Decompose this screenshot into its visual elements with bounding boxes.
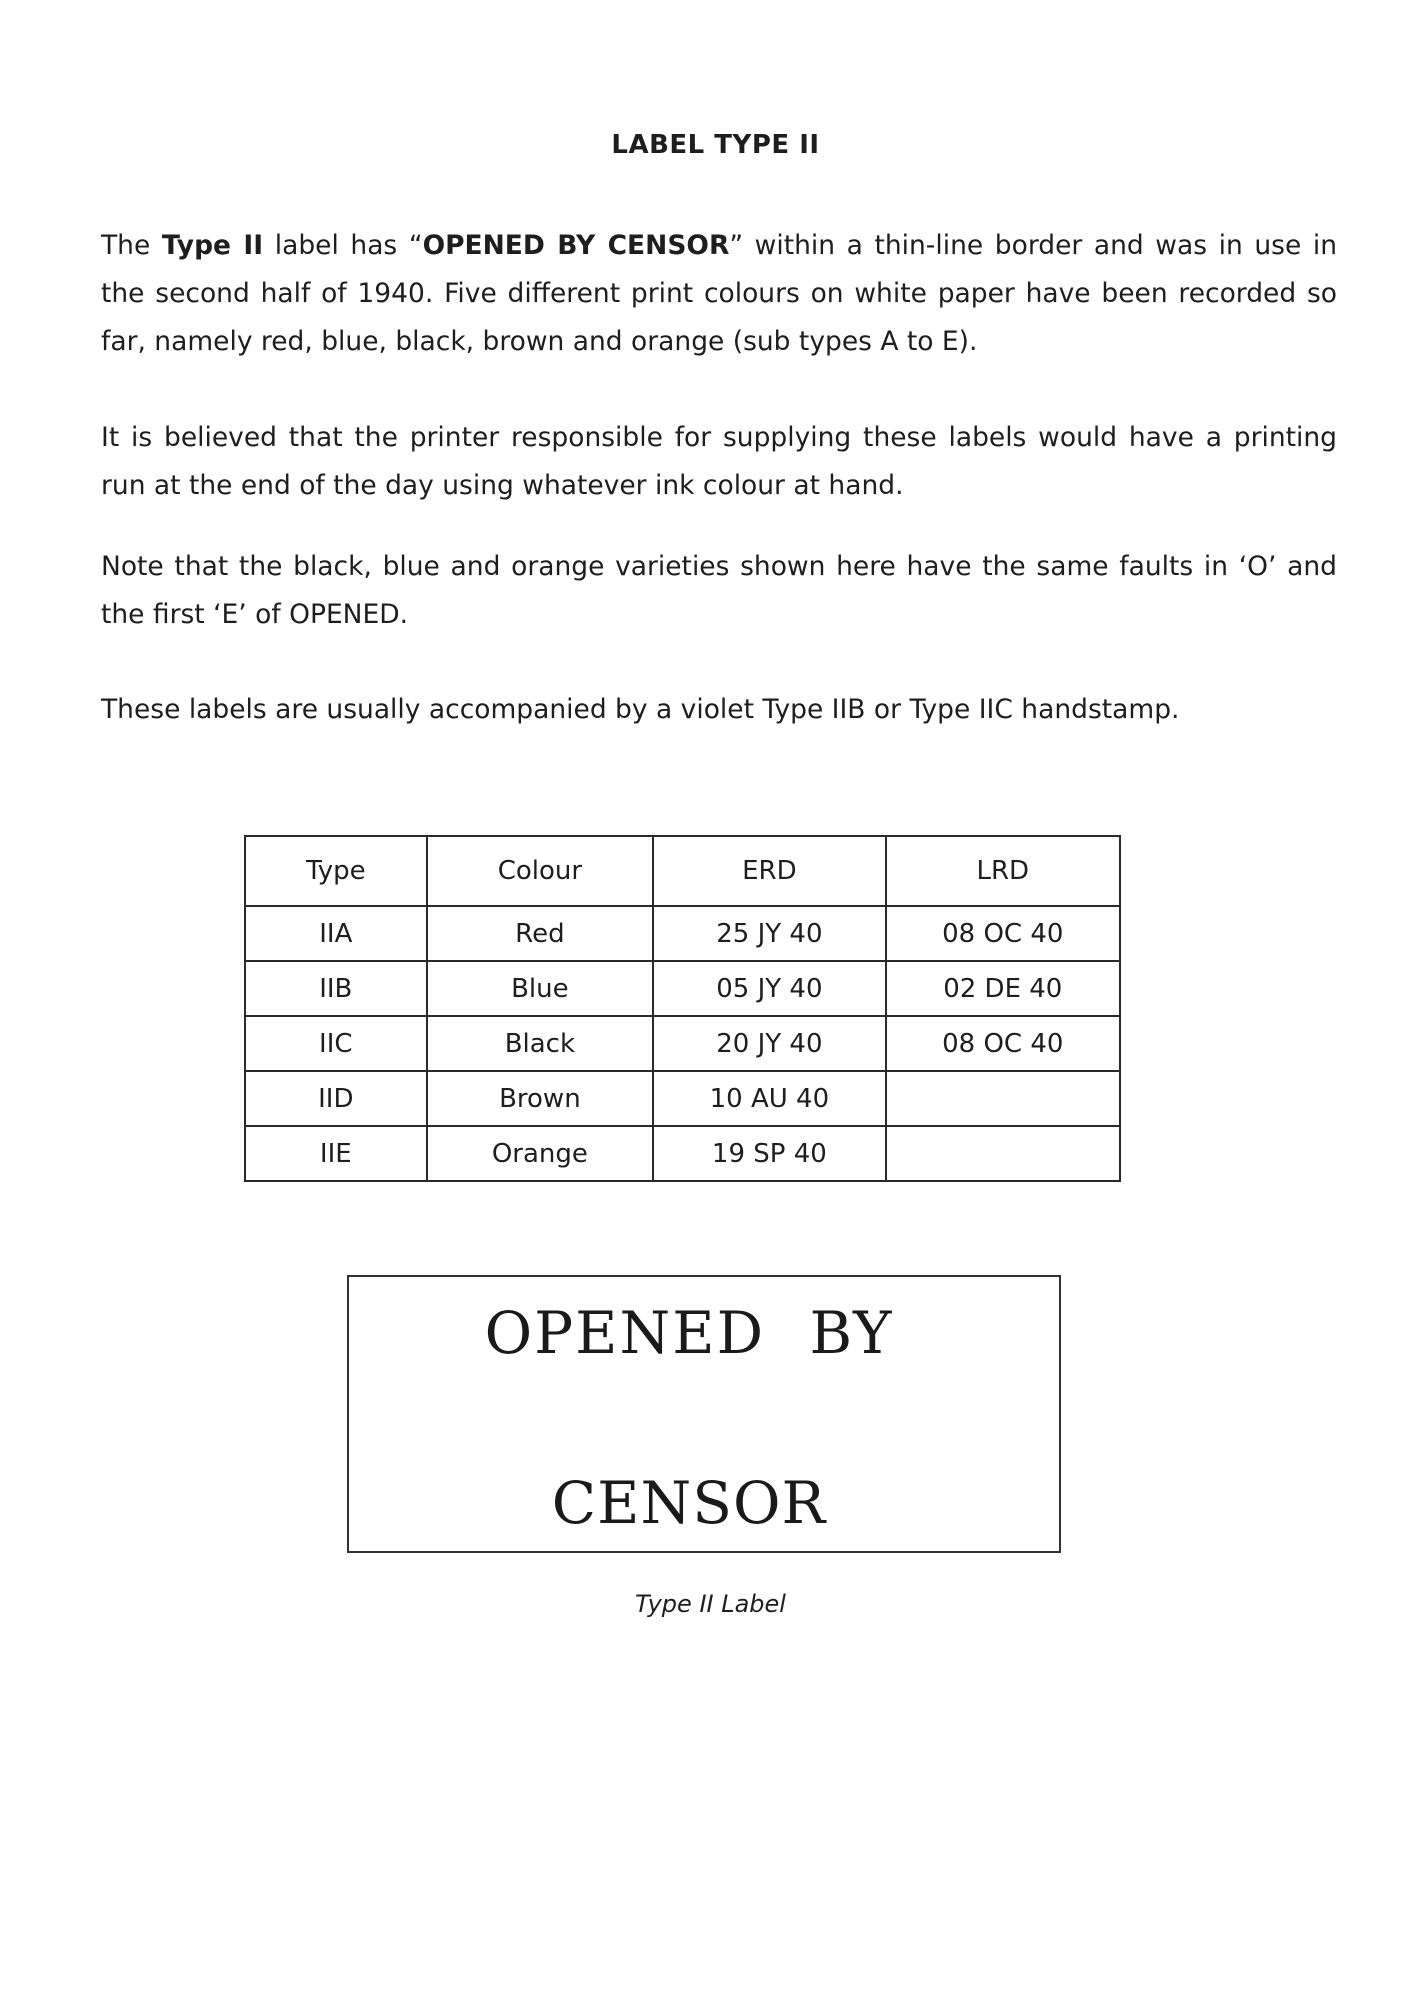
cell-type: IID <box>245 1071 427 1126</box>
table-row <box>245 1071 1120 1126</box>
cell-erd: 10 AU 40 <box>653 1071 885 1126</box>
table-row <box>245 906 1120 961</box>
intro-bold-label-text: OPENED BY CENSOR <box>422 230 730 261</box>
intro-text-mid: label has “ <box>263 230 423 261</box>
table-row <box>245 1016 1120 1071</box>
header-erd: ERD <box>653 836 885 906</box>
handstamp-paragraph: These labels are usually accompanied by a violet Type IIB or Type IIC handstamp. <box>101 694 1180 725</box>
table-row <box>245 1126 1120 1181</box>
cell-erd: 19 SP 40 <box>653 1126 885 1181</box>
cell-type: IIE <box>245 1126 427 1181</box>
intro-text-rest: ” within a thin-line border and was in use in the second half of 1940. Five different print colours on white paper have been recorded so far, namely red, blue, black, brown and orange (sub types A to E). <box>101 230 1337 357</box>
cell-erd: 20 JY 40 <box>653 1016 885 1071</box>
label-caption: Type II Label <box>635 1590 786 1618</box>
page-title: LABEL TYPE II <box>611 130 820 160</box>
cell-colour: Blue <box>427 961 654 1016</box>
header-lrd: LRD <box>886 836 1120 906</box>
intro-paragraph <box>101 222 1337 366</box>
cell-lrd: 08 OC 40 <box>886 1016 1120 1071</box>
cell-type: IIA <box>245 906 427 961</box>
cell-lrd <box>886 1126 1120 1181</box>
table-row <box>245 961 1120 1016</box>
cell-lrd: 08 OC 40 <box>886 906 1120 961</box>
cell-colour: Brown <box>427 1071 654 1126</box>
intro-text-start: The <box>101 230 162 261</box>
cell-colour: Black <box>427 1016 654 1071</box>
label-text-opened-by: OPENED BY <box>484 1299 894 1367</box>
label-records-table <box>244 835 1121 1182</box>
cell-lrd <box>886 1071 1120 1126</box>
printer-paragraph: It is believed that the printer responsible for supplying these labels would have a printing run at the end of the day using whatever ink colour at hand. <box>101 422 1337 501</box>
header-colour: Colour <box>427 836 654 906</box>
cell-erd: 25 JY 40 <box>653 906 885 961</box>
table-header-row <box>245 836 1120 906</box>
faults-paragraph: Note that the black, blue and orange varieties shown here have the same faults in ‘O’ and the first ‘E’ of OPENED. <box>101 551 1337 630</box>
cell-type: IIC <box>245 1016 427 1071</box>
header-type: Type <box>245 836 427 906</box>
label-text-censor: CENSOR <box>551 1469 827 1537</box>
cell-type: IIB <box>245 961 427 1016</box>
cell-lrd: 02 DE 40 <box>886 961 1120 1016</box>
cell-colour: Red <box>427 906 654 961</box>
intro-bold-type: Type II <box>161 230 264 261</box>
cell-colour: Orange <box>427 1126 654 1181</box>
cell-erd: 05 JY 40 <box>653 961 885 1016</box>
censor-label-image <box>347 1275 1061 1553</box>
